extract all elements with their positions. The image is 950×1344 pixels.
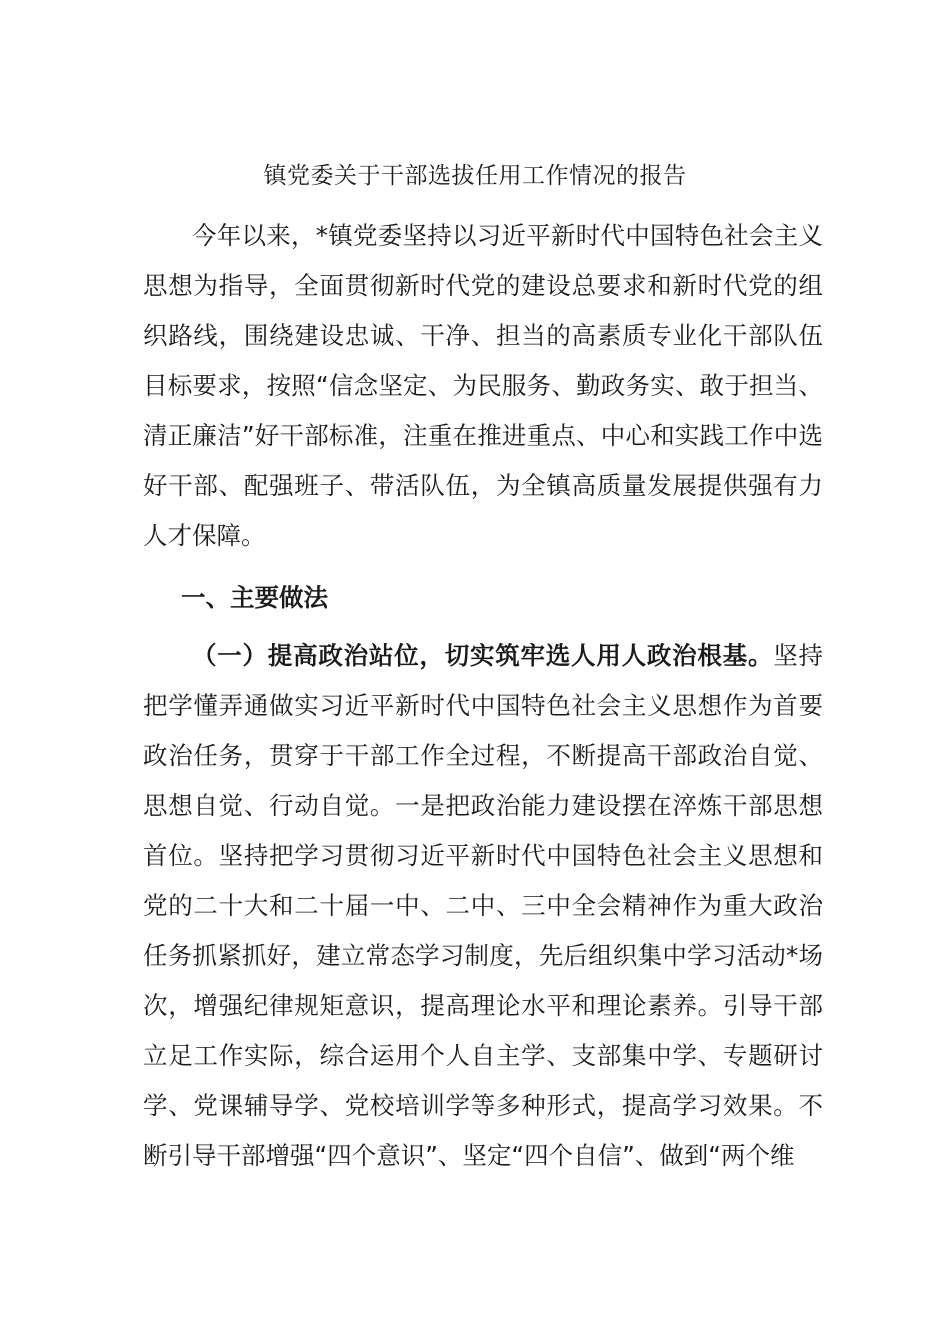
section-heading: 一、主要做法 <box>181 583 328 612</box>
subsection-body: 坚持把学懂弄通做实习近平新时代中国特色社会主义思想作为首要政治任务，贯穿于干部工作全过程，不断提高干部政治自觉、思想自觉、行动自觉。一是把政治能力建设摆在淬炼干部思想首位。坚持把学习贯彻习近平新时代中国特色社会主义思想和党的二十大和二十届一中、二中、三中全会精神作为重大政治任务抓紧抓好，建立常态学习制度，先后组织集中学习活动*场次，增强纪律规矩意识，提高理论水平和理论素养。引导干部立足工作实际，综合运用个人自主学、支部集中学、专题研讨学、党课辅导学、党校培训学等多种形式，提高学习效果。不断引导干部增强“四个意识”、坚定“四个自信”、做到“两个维 <box>143 641 824 1170</box>
subsection-lead: （一）提高政治站位，切实筑牢选人用人政治根基。 <box>192 641 774 670</box>
intro-paragraph: 今年以来，*镇党委坚持以习近平新时代中国特色社会主义思想为指导，全面贯彻新时代党的建设总要求和新时代党的组织路线，围绕建设忠诚、干净、担当的高素质专业化干部队伍目标要求，按照“信念坚定、为民服务、勤政务实、敢于担当、清正廉洁”好干部标准，注重在推进重点、中心和实践工作中选好干部、配强班子、带活队伍，为全镇高质量发展提供强有力人才保障。 <box>143 221 823 550</box>
document-title: 镇党委关于干部选拔任用工作情况的报告 <box>263 163 687 189</box>
subsection-paragraph <box>143 631 823 1181</box>
